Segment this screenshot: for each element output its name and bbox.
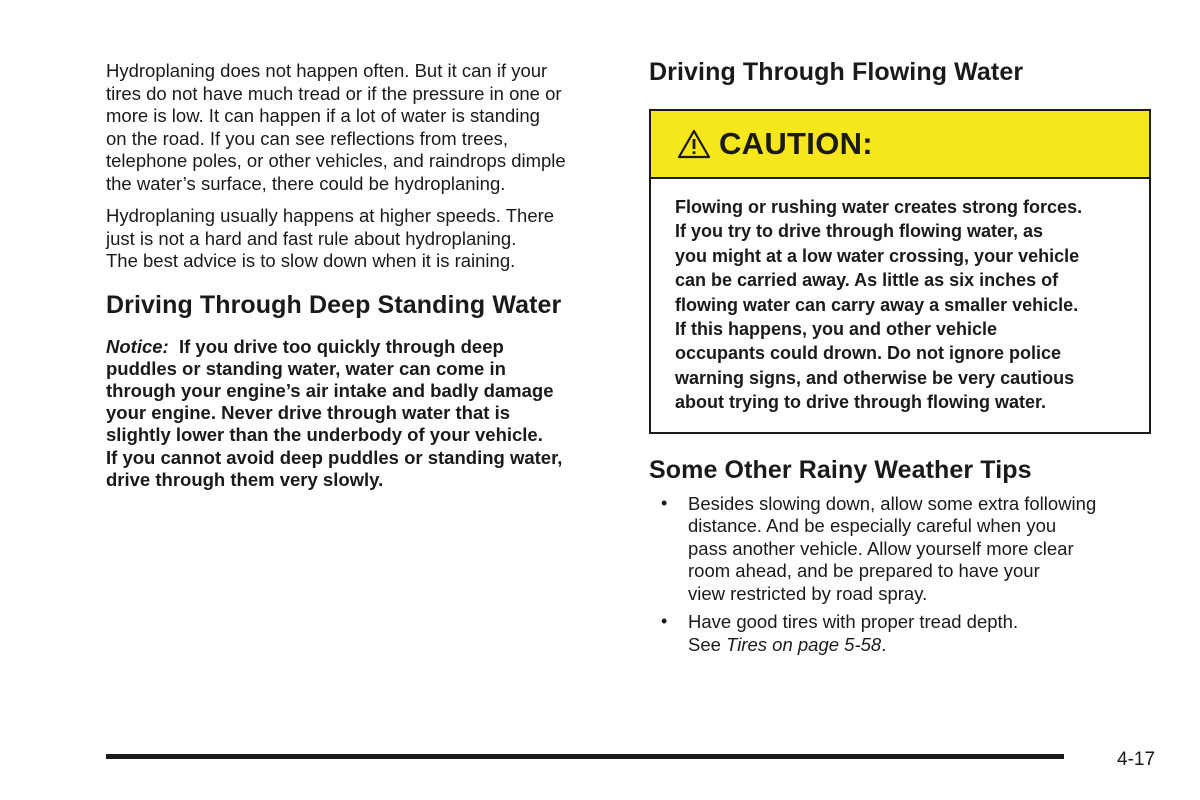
caution-box	[649, 109, 1151, 434]
left-column	[106, 60, 618, 491]
text-line: If this happens, you and other vehicle	[675, 319, 998, 340]
text-line: warning signs, and otherwise be very cautious	[675, 367, 1075, 388]
text-line: Besides slowing down, allow some extra following	[688, 492, 1097, 514]
text-line: slightly lower than the underbody of your vehicle.	[106, 424, 543, 446]
notice-text: If you drive too quickly through deep	[178, 335, 504, 357]
period: .	[881, 633, 887, 655]
list-item	[649, 611, 1155, 656]
text-line: just is not a hard and fast rule about hydroplaning.	[106, 227, 517, 249]
notice-block	[106, 336, 618, 491]
cross-reference-link[interactable]: Tires on page 5-58	[726, 633, 882, 655]
text-line: your engine. Never drive through water that is	[106, 402, 511, 424]
tips-list	[649, 493, 1155, 657]
text-line: If you cannot avoid deep puddles or standing water,	[106, 446, 563, 468]
caution-header	[651, 111, 1149, 179]
text-line: occupants could drown. Do not ignore police	[675, 343, 1062, 364]
text-line: pass another vehicle. Allow yourself more clear	[688, 537, 1074, 559]
text-line: puddles or standing water, water can come in	[106, 357, 506, 379]
text-line: distance. And be especially careful when you	[688, 515, 1057, 537]
text-line: The best advice is to slow down when it is raining.	[106, 250, 516, 271]
text-line	[688, 634, 1155, 657]
hydroplaning-paragraph-1	[106, 60, 618, 195]
heading-rainy-weather-tips: Some Other Rainy Weather Tips	[649, 455, 1032, 484]
notice-label: Notice:	[106, 335, 169, 357]
heading-deep-standing-water: Driving Through Deep Standing Water	[106, 290, 562, 319]
text-line: about trying to drive through flowing water.	[675, 392, 1046, 413]
bullet-icon: •	[661, 492, 668, 513]
text-line: If you try to drive through flowing water, as	[675, 221, 1044, 242]
text-line: room ahead, and be prepared to have your	[688, 560, 1040, 582]
text-line: telephone poles, or other vehicles, and raindrops dimple	[106, 150, 566, 171]
hydroplaning-paragraph-2	[106, 205, 618, 273]
list-item	[649, 493, 1155, 606]
warning-triangle-icon	[677, 129, 711, 159]
text-line: the water’s surface, there could be hydroplaning.	[106, 172, 506, 194]
caution-title: CAUTION:	[719, 126, 873, 161]
text-line: flowing water can carry away a smaller vehicle.	[675, 294, 1079, 315]
see-text: See	[688, 633, 727, 655]
text-line	[106, 336, 618, 358]
right-column	[649, 58, 1155, 662]
text-line: Have good tires with proper tread depth.	[688, 611, 1019, 633]
text-line: you might at a low water crossing, your vehicle	[675, 245, 1080, 266]
text-line: view restricted by road spray.	[688, 582, 928, 604]
text-line: can be carried away. As little as six inches of	[675, 270, 1059, 291]
text-line: tires do not have much tread or if the pressure in one or	[106, 82, 562, 104]
text-line: Hydroplaning does not happen often. But it can if your	[106, 60, 548, 81]
page-number: 4-17	[1117, 749, 1156, 770]
bullet-icon: •	[661, 611, 668, 632]
text-line: drive through them very slowly.	[106, 468, 384, 490]
text-line: on the road. If you can see reflections from trees,	[106, 127, 509, 149]
text-line: through your engine’s air intake and badly damage	[106, 379, 554, 401]
caution-text	[651, 179, 1149, 432]
text-line: Hydroplaning usually happens at higher speeds. There	[106, 205, 555, 226]
text-line: more is low. It can happen if a lot of water is standing	[106, 105, 540, 126]
footer-rule	[106, 754, 1064, 759]
text-line: Flowing or rushing water creates strong forces.	[675, 197, 1083, 217]
heading-flowing-water: Driving Through Flowing Water	[649, 58, 1024, 86]
